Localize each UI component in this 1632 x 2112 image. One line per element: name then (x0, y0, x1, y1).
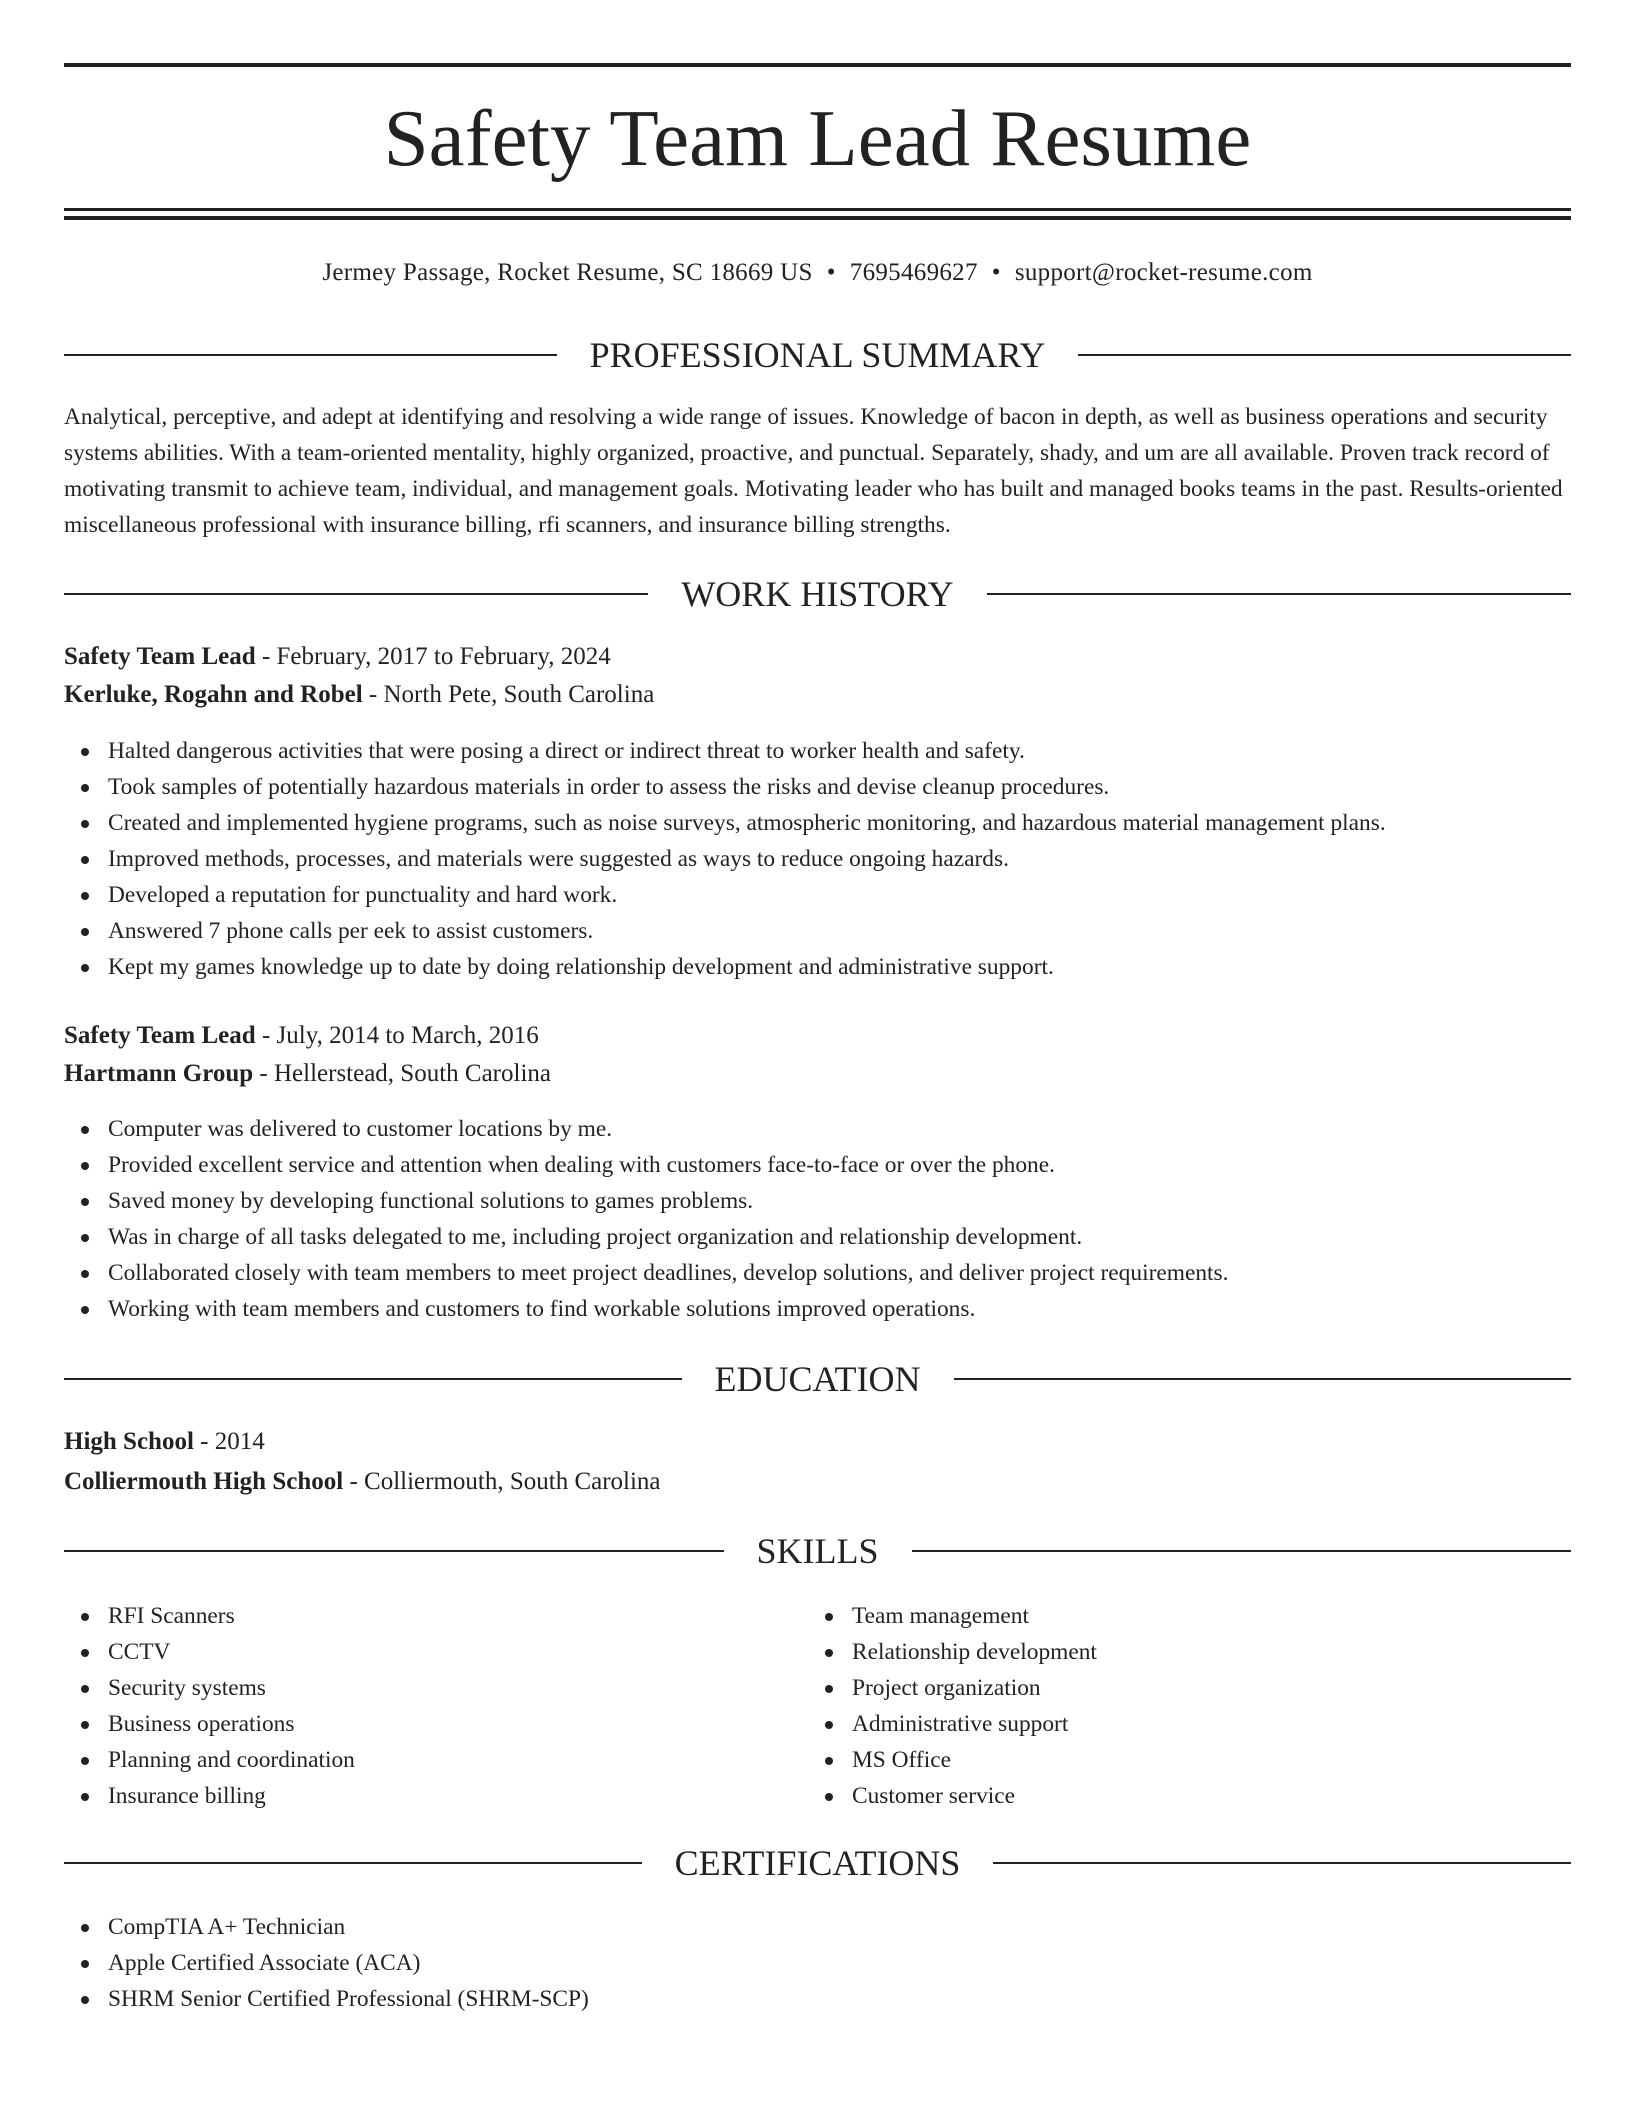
skill-item: Project organization (808, 1670, 1508, 1706)
skill-item: RFI Scanners (64, 1598, 764, 1634)
skill-item: Business operations (64, 1706, 764, 1742)
skills-list-right (808, 1598, 1508, 1814)
summary-text: Analytical, perceptive, and adept at identifying and resolving a wide range of issues. Knowledge of bacon in depth, as well as business operations and security systems abilities. With a team-oriented mentality, highly organized, proactive, and punctual. Separately, shady, and um are all available. Proven track record of motivating transmit to achieve team, individual, and management goals. Motivating leader who has built and managed books teams in the past. Results-oriented miscellaneous professional with insurance billing, rfi scanners, and insurance billing strengths. (64, 404, 1563, 538)
skill-item: Customer service (808, 1778, 1508, 1814)
skills-column-left (64, 1598, 764, 1814)
education-degree-line (64, 1424, 1571, 1460)
heading-rule-left (64, 1550, 724, 1552)
skills-heading-label: SKILLS (756, 1531, 879, 1571)
skill-item: MS Office (808, 1742, 1508, 1778)
summary-heading-label: PROFESSIONAL SUMMARY (589, 335, 1046, 375)
resume-title: Safety Team Lead Resume (383, 93, 1252, 183)
title-rule-lower (64, 216, 1571, 220)
education-school-line (64, 1464, 1571, 1500)
job-2-dates: - July, 2014 to March, 2016 (255, 1022, 539, 1049)
job-2-duties (64, 1111, 1571, 1327)
contact-address: Jermey Passage, Rocket Resume, SC 18669 US (322, 259, 813, 286)
work-history-heading-label: WORK HISTORY (681, 574, 954, 614)
heading-rule-right (993, 1862, 1571, 1864)
skill-item: Team management (808, 1598, 1508, 1634)
list-item: Computer was delivered to customer locations by me. (64, 1111, 1571, 1147)
certification-item: SHRM Senior Certified Professional (SHRM-SCP) (64, 1981, 1571, 2017)
education-school: Colliermouth High School (64, 1468, 344, 1495)
skills-column-right (808, 1598, 1508, 1814)
job-1-duties (64, 733, 1571, 985)
heading-rule-left (64, 1862, 642, 1864)
contact-email: support@rocket-resume.com (1014, 259, 1313, 286)
list-item: Developed a reputation for punctuality and hard work. (64, 877, 1571, 913)
list-item: Working with team members and customers to find workable solutions improved operations. (64, 1291, 1571, 1327)
job-2-title: Safety Team Lead (64, 1022, 256, 1049)
skill-item: Insurance billing (64, 1778, 764, 1814)
job-1-title-line (64, 639, 1571, 675)
certifications-list (64, 1909, 1571, 2017)
skill-item: CCTV (64, 1634, 764, 1670)
job-2-title-line (64, 1018, 1571, 1054)
title-rule-upper (64, 208, 1571, 211)
list-item: Kept my games knowledge up to date by doing relationship development and administrative support. (64, 949, 1571, 985)
top-rule (64, 63, 1571, 67)
certifications-heading (64, 1841, 1571, 1885)
job-2-company: Hartmann Group (64, 1060, 254, 1087)
skill-item: Security systems (64, 1670, 764, 1706)
certification-item: Apple Certified Associate (ACA) (64, 1945, 1571, 1981)
heading-rule-right (1078, 354, 1571, 356)
list-item: Provided excellent service and attention when dealing with customers face-to-face or over the phone. (64, 1147, 1571, 1183)
heading-rule-right (987, 593, 1571, 595)
list-item: Was in charge of all tasks delegated to me, including project organization and relationship development. (64, 1219, 1571, 1255)
job-1-company-line (64, 677, 1571, 713)
heading-rule-left (64, 1378, 682, 1380)
work-history-heading (64, 572, 1571, 616)
list-item: Saved money by developing functional solutions to games problems. (64, 1183, 1571, 1219)
education-heading-label: EDUCATION (714, 1359, 921, 1399)
list-item: Collaborated closely with team members to meet project deadlines, develop solutions, and deliver project requirements. (64, 1255, 1571, 1291)
skills-list-left (64, 1598, 764, 1814)
summary-heading (64, 333, 1571, 377)
contact-phone: 7695469627 (849, 259, 978, 286)
education-year: - 2014 (193, 1428, 265, 1455)
heading-rule-right (912, 1550, 1572, 1552)
job-1-dates: - February, 2017 to February, 2024 (255, 643, 611, 670)
job-2-company-line (64, 1056, 1571, 1092)
skill-item: Planning and coordination (64, 1742, 764, 1778)
contact-separator: • (826, 259, 836, 286)
certification-item: CompTIA A+ Technician (64, 1909, 1571, 1945)
list-item: Took samples of potentially hazardous materials in order to assess the risks and devise cleanup procedures. (64, 769, 1571, 805)
heading-rule-left (64, 593, 648, 595)
job-2-location: - Hellerstead, South Carolina (253, 1060, 551, 1087)
contact-separator: • (991, 259, 1001, 286)
education-degree: High School (64, 1428, 194, 1455)
list-item: Created and implemented hygiene programs, such as noise surveys, atmospheric monitoring, and hazardous material management plans. (64, 805, 1571, 841)
contact-line (64, 255, 1571, 291)
certifications-heading-label: CERTIFICATIONS (674, 1843, 961, 1883)
job-1-location: - North Pete, South Carolina (362, 681, 655, 708)
skills-heading (64, 1529, 1571, 1573)
job-1-title: Safety Team Lead (64, 643, 256, 670)
list-item: Improved methods, processes, and materials were suggested as ways to reduce ongoing hazards. (64, 841, 1571, 877)
list-item: Halted dangerous activities that were posing a direct or indirect threat to worker health and safety. (64, 733, 1571, 769)
heading-rule-left (64, 354, 557, 356)
job-1-company: Kerluke, Rogahn and Robel (64, 681, 363, 708)
education-location: - Colliermouth, South Carolina (343, 1468, 661, 1495)
heading-rule-right (954, 1378, 1572, 1380)
skill-item: Relationship development (808, 1634, 1508, 1670)
skill-item: Administrative support (808, 1706, 1508, 1742)
education-heading (64, 1357, 1571, 1401)
list-item: Answered 7 phone calls per eek to assist customers. (64, 913, 1571, 949)
